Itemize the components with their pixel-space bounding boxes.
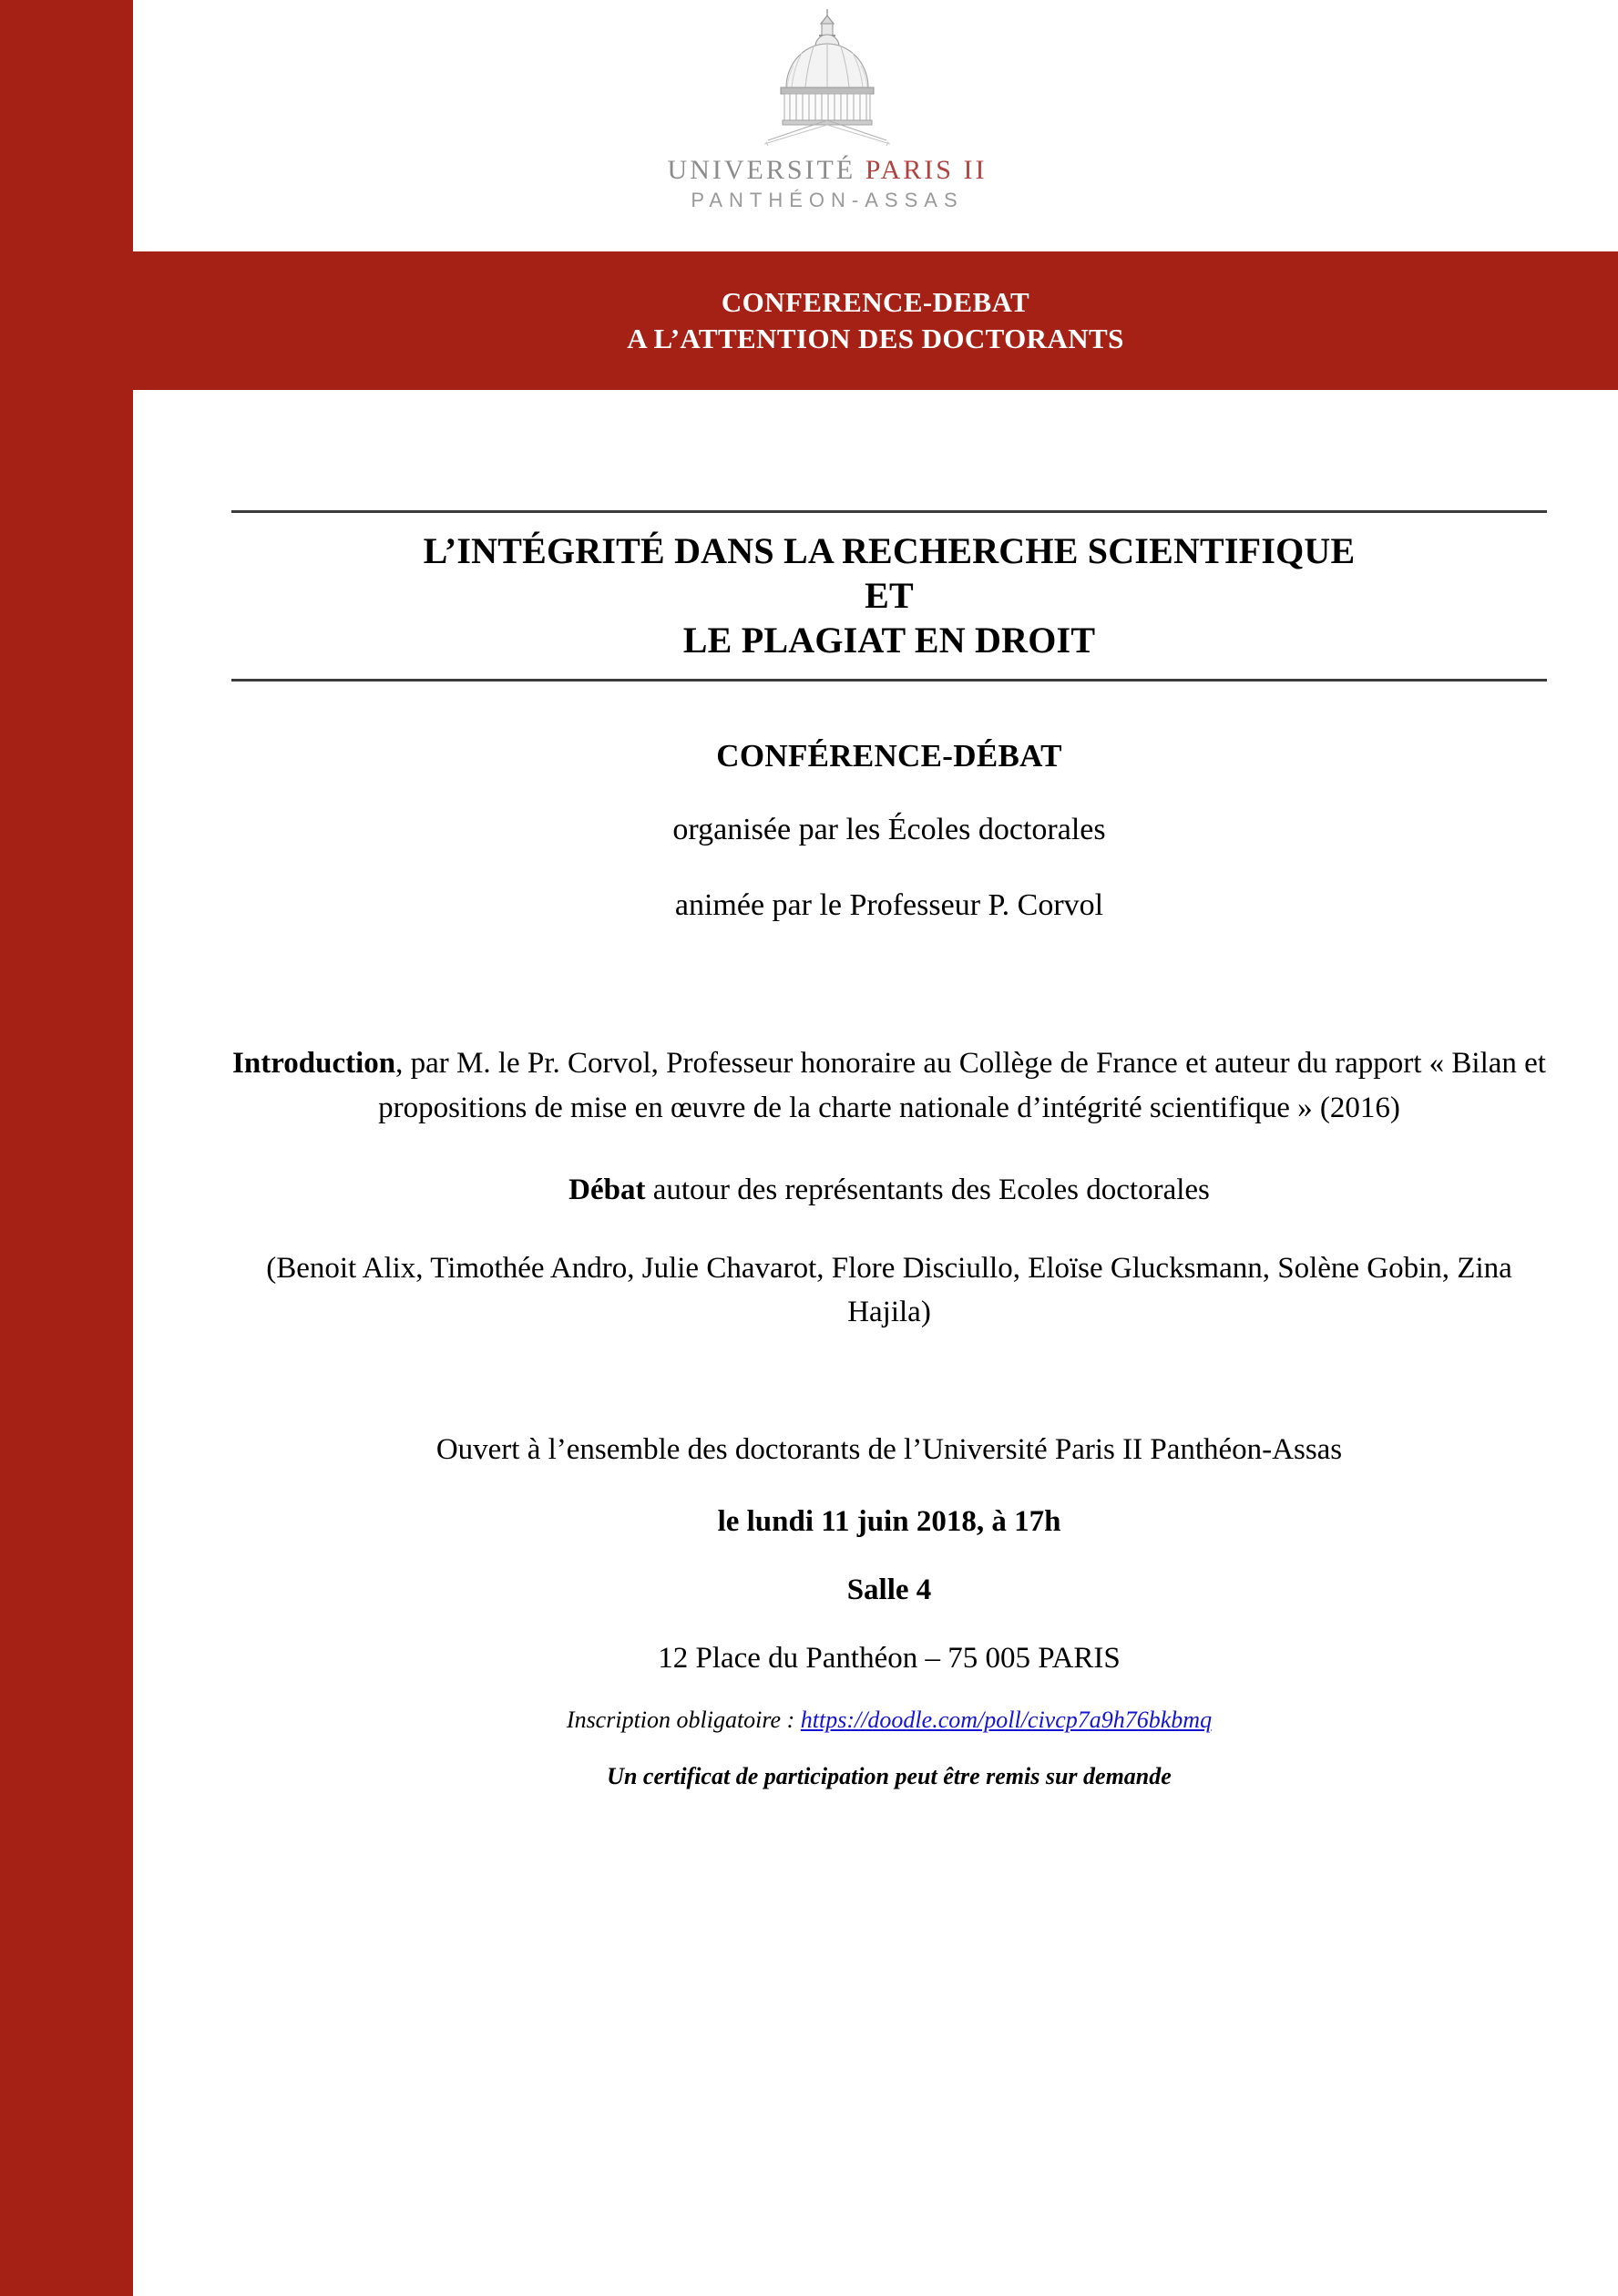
- event-room: Salle 4: [846, 1573, 932, 1607]
- event-date: le lundi 11 juin 2018, à 17h: [717, 1505, 1061, 1539]
- conference-subtitle: CONFÉRENCE-DÉBAT: [716, 738, 1062, 774]
- left-red-band: [0, 0, 133, 2296]
- title-line-1: L’INTÉGRITÉ DANS LA RECHERCHE SCIENTIFIQUE: [423, 530, 1356, 571]
- certificate-note: Un certificat de participation peut être remis sur demande: [607, 1763, 1172, 1790]
- audience-line: Ouvert à l’ensemble des doctorants de l’Université Paris II Panthéon-Assas: [435, 1433, 1343, 1467]
- pantheon-dome-icon: [713, 4, 941, 154]
- participants-list: (Benoit Alix, Timothée Andro, Julie Chavarot, Flore Disciullo, Eloïse Glucksmann, Solène Gobin, Zina Hajila): [266, 1251, 1512, 1329]
- logo-wordmark-top: [668, 156, 988, 185]
- title-line-2: ET: [865, 574, 914, 616]
- poster-content: [133, 390, 1618, 1790]
- page-title: [231, 510, 1547, 682]
- organised-by-line: organisée par les Écoles doctorales: [672, 813, 1106, 847]
- university-logo: [0, 0, 1618, 251]
- introduction-label: Introduction: [232, 1047, 396, 1081]
- debate-paragraph: [231, 1168, 1547, 1212]
- event-address: 12 Place du Panthéon – 75 005 PARIS: [658, 1642, 1121, 1676]
- logo-paris-text: PARIS II: [865, 155, 988, 185]
- registration-link[interactable]: https://doodle.com/poll/civcp7a9h76bkbmq: [800, 1707, 1213, 1734]
- debate-text: autour des représentants des Ecoles doctorales: [645, 1173, 1210, 1206]
- title-line-3: LE PLAGIAT EN DROIT: [682, 619, 1096, 661]
- introduction-text: , par M. le Pr. Corvol, Professeur honoraire au Collège de France et auteur du rapport « Bilan et propositions de mise en œuvre de la charte nationale d’intégrité scientifique » (2016): [378, 1047, 1546, 1124]
- debate-label: Débat: [568, 1173, 646, 1206]
- header-band-line-2: A L’ATTENTION DES DOCTORANTS: [627, 323, 1124, 354]
- registration-label: Inscription obligatoire :: [566, 1707, 801, 1734]
- hosted-by-line: animée par le Professeur P. Corvol: [674, 887, 1104, 922]
- header-band-line-1: CONFERENCE-DEBAT: [721, 285, 1030, 318]
- logo-universite-text: UNIVERSITÉ: [667, 155, 865, 185]
- introduction-paragraph: [231, 1041, 1547, 1129]
- registration-line: [231, 1707, 1547, 1734]
- logo-wordmark-bottom: PANTHÉON-ASSAS: [691, 188, 964, 211]
- conference-header-band: [133, 251, 1618, 390]
